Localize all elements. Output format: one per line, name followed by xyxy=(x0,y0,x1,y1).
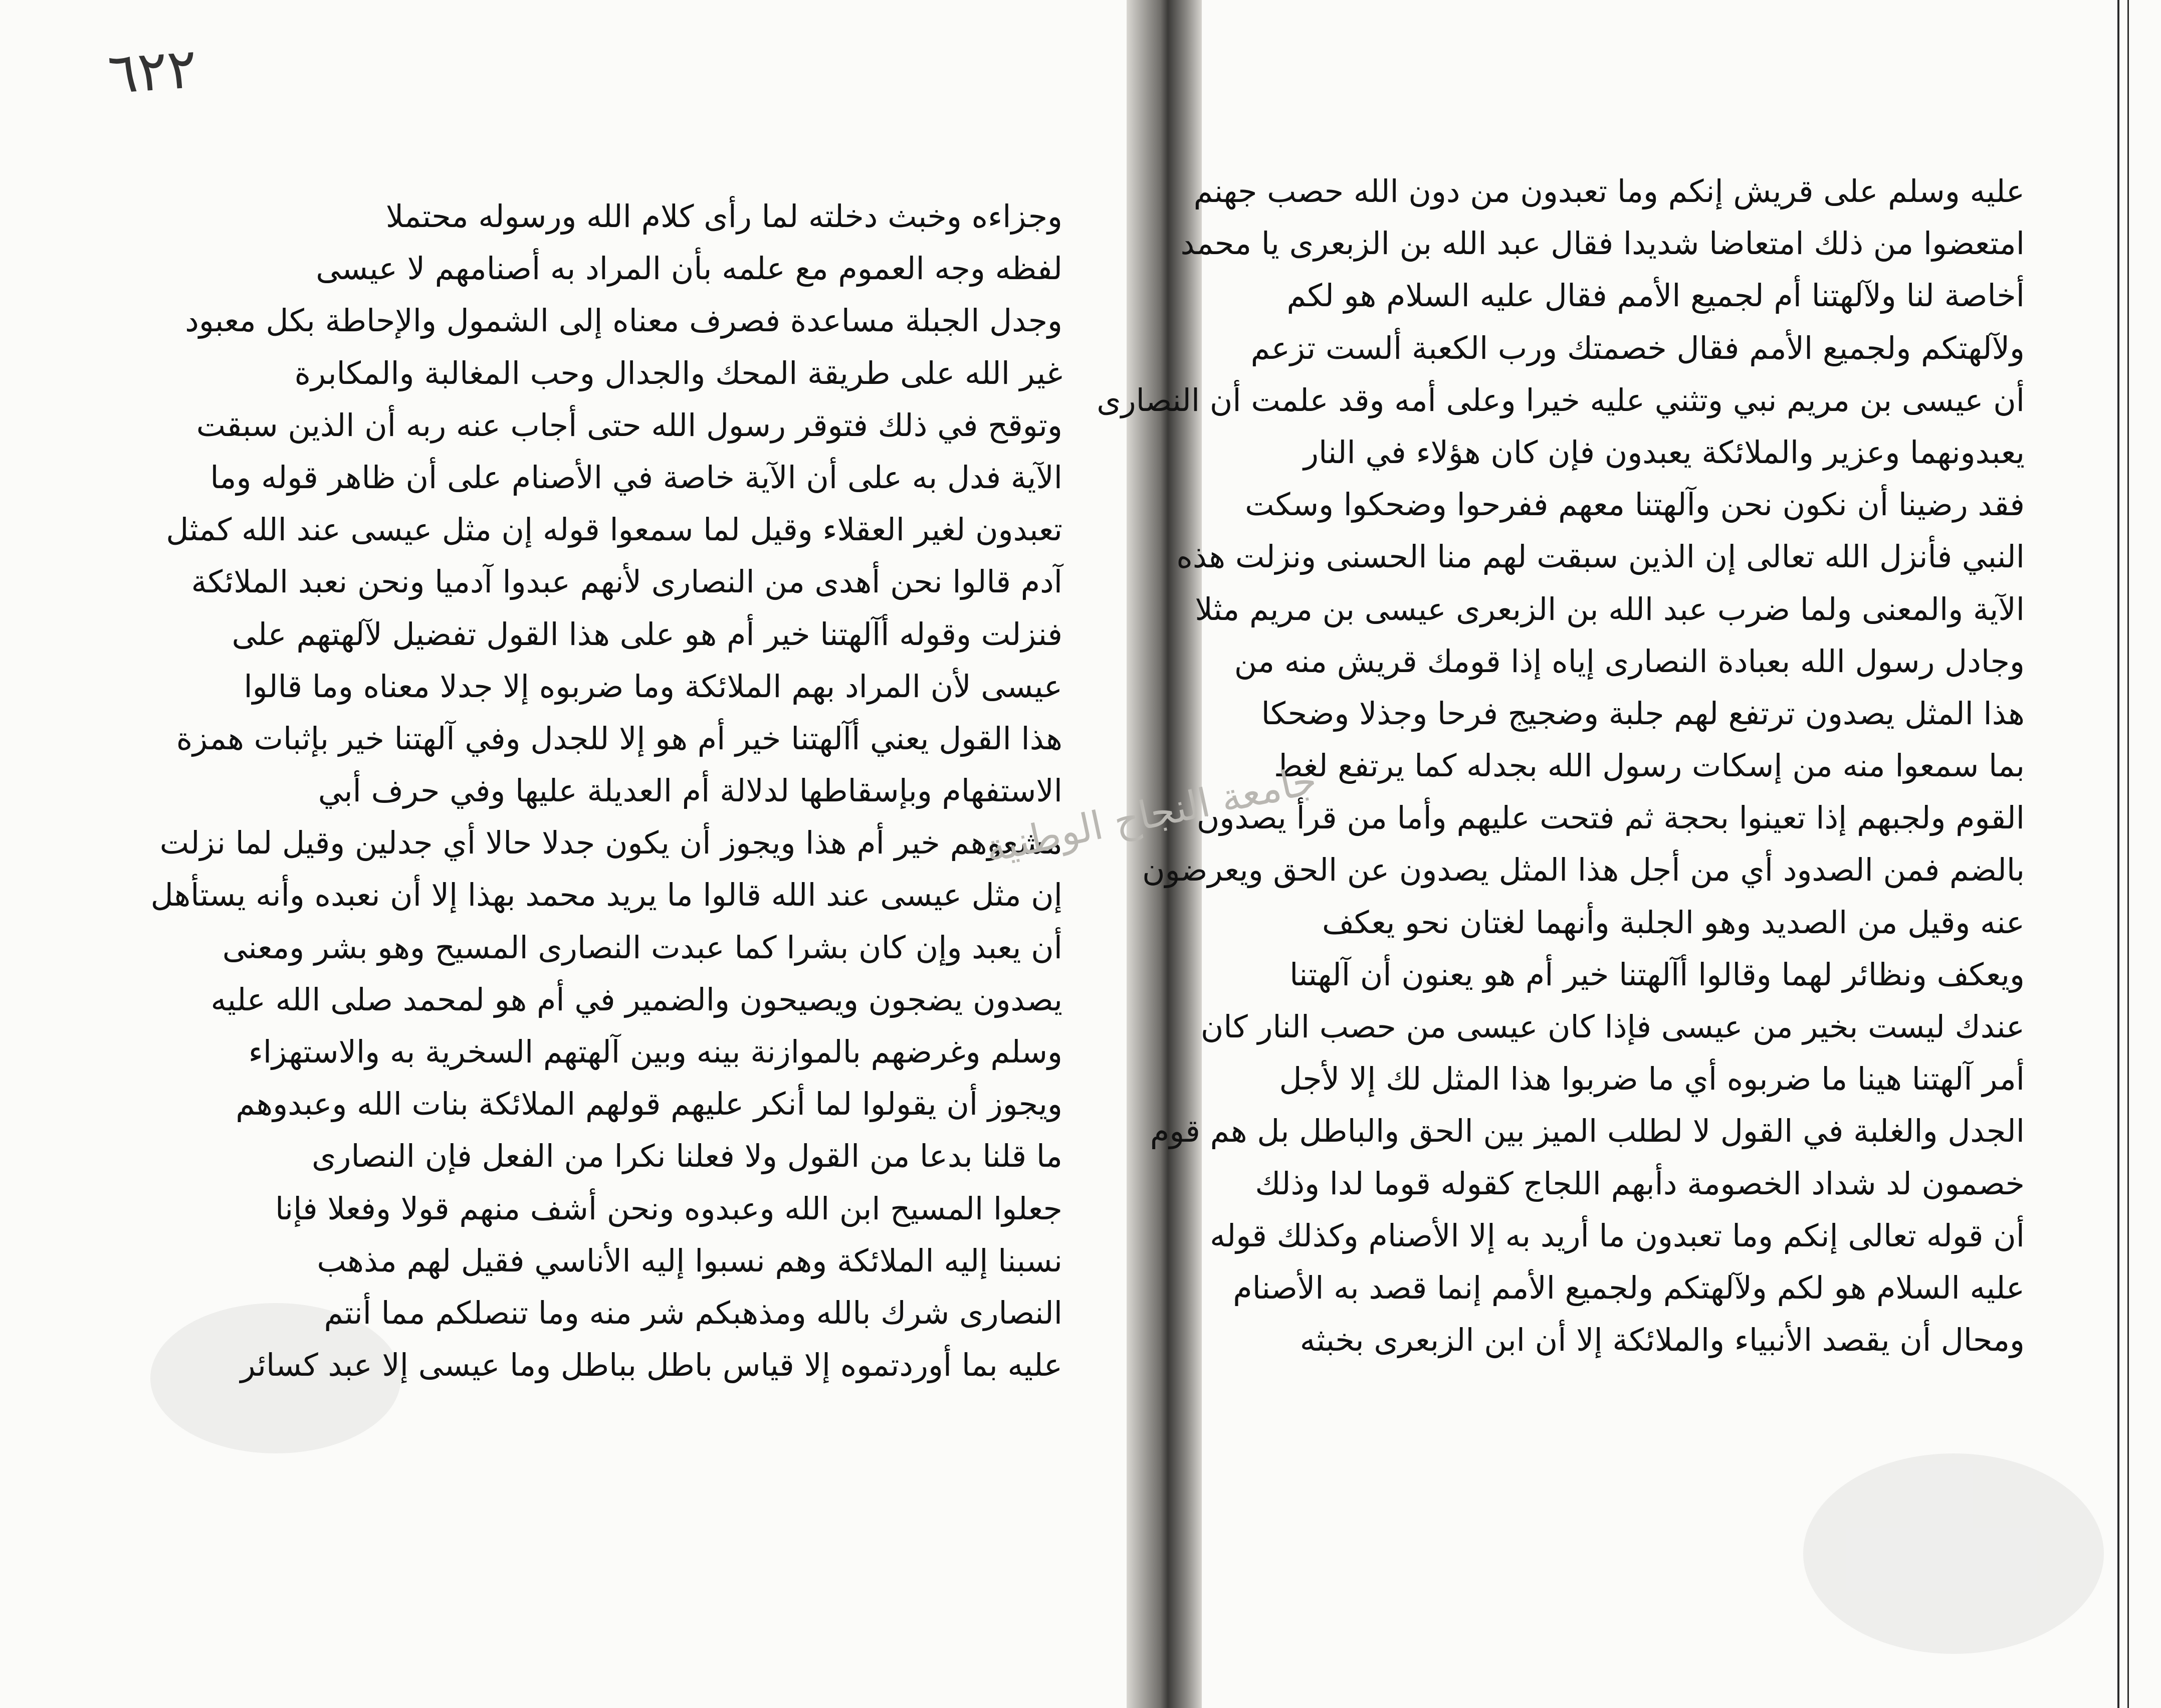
text-line: ما قلنا بدعا من القول ولا فعلنا نكرا من الفعل فإن النصارى xyxy=(312,1138,1062,1175)
text-line: الآية والمعنى ولما ضرب عبد الله بن الزبعرى عيسى بن مريم مثلا xyxy=(1195,590,2025,627)
text-line: القوم ولجبهم إذا تعينوا بحجة ثم فتحت عليهم وأما من قرأ يصدون xyxy=(1196,799,2025,836)
text-line: ويجوز أن يقولوا لما أنكر عليهم قولهم الملائكة بنات الله وعبدوهم xyxy=(236,1086,1062,1123)
text-line: بالضم فمن الصدود أي من أجل هذا المثل يصدون عن الحق ويعرضون xyxy=(1142,851,2025,889)
text-line: النبي فأنزل الله تعالى إن الذين سبقت لهم منا الحسنى ونزلت هذه xyxy=(1176,538,2025,575)
text-line: إن مثل عيسى عند الله قالوا ما يريد محمد بهذا إلا أن نعبده وأنه يستأهل xyxy=(150,877,1062,914)
text-line: يعبدونهما وعزير والملائكة يعبدون فإن كان هؤلاء في النار xyxy=(1304,434,2025,471)
text-line: الآية فدل به على أن الآية خاصة في الأصنام على أن ظاهر قوله وما xyxy=(210,459,1062,496)
text-line: فقد رضينا أن نكون نحن وآلهتنا معهم ففرحوا وضحكوا وسكت xyxy=(1245,486,2025,523)
text-line: أن قوله تعالى إنكم وما تعبدون ما أريد به إلا الأصنام وكذلك قوله xyxy=(1210,1217,2025,1254)
text-line: وسلم وغرضهم بالموازنة بينه وبين آلهتهم السخرية به والاستهزاء xyxy=(248,1033,1062,1070)
text-line: عيسى لأن المراد بهم الملائكة وما ضربوه إلا جدلا معناه وما قالوا xyxy=(244,668,1062,705)
library-watermark: جامعة النجاح الوطنية xyxy=(981,757,1321,872)
text-line: لفظه وجه العموم مع علمه بأن المراد به أصنامهم لا عيسى xyxy=(316,250,1062,287)
text-line: آدم قالوا نحن أهدى من النصارى لأنهم عبدوا آدميا ونحن نعبد الملائكة xyxy=(191,563,1062,600)
text-line: النصارى شرك بالله ومذهبكم شر منه وما تنصلكم مما أنتم xyxy=(324,1294,1062,1331)
text-line: ويعكف ونظائر لهما وقالوا أآلهتنا خير أم هو يعنون أن آلهتنا xyxy=(1289,956,2025,993)
text-line: عندك ليست بخير من عيسى فإذا كان عيسى من حصب النار كان xyxy=(1200,1008,2025,1045)
text-line: وجدل الجبلة مساعدة فصرف معناه إلى الشمول والإحاطة بكل معبود xyxy=(185,302,1062,339)
text-line: هذا المثل يصدون ترتفع لهم جلبة وضجيج فرحا وجذلا وضحكا xyxy=(1261,695,2025,732)
text-line: نسبنا إليه الملائكة وهم نسبوا إليه الأناسي فقيل لهم مذهب xyxy=(317,1242,1062,1279)
text-line: خصمون لد شداد الخصومة دأبهم اللجاج كقوله قوما لدا وذلك xyxy=(1255,1165,2025,1202)
page-edge-line xyxy=(2127,0,2129,1708)
paper-stain xyxy=(1803,1453,2104,1654)
text-line: أن يعبد وإن كان بشرا كما عبدت النصارى المسيح وهو بشر ومعنى xyxy=(222,929,1062,966)
text-line: تعبدون لغير العقلاء وقيل لما سمعوا قوله إن مثل عيسى عند الله كمثل xyxy=(166,511,1062,548)
text-line: وجادل رسول الله بعبادة النصارى إياه إذا قومك قريش منه من xyxy=(1234,643,2025,680)
text-line: عليه وسلم على قريش إنكم وما تعبدون من دون الله حصب جهنم xyxy=(1193,173,2025,209)
text-line: ولآلهتكم ولجميع الأمم فقال خصمتك ورب الكعبة ألست تزعم xyxy=(1250,329,2025,366)
text-line: الجدل والغلبة في القول لا لطلب الميز بين الحق والباطل بل هم قوم xyxy=(1150,1113,2025,1150)
page-edge-line xyxy=(2117,0,2119,1708)
text-line: بما سمعوا منه من إسكات رسول الله بجدله كما يرتفع لغط xyxy=(1273,747,2025,784)
text-line: جعلوا المسيح ابن الله وعبدوه ونحن أشف منهم قولا وفعلا فإنا xyxy=(275,1190,1062,1227)
text-line: الاستفهام وبإسقاطها لدلالة أم العديلة عليها وفي حرف أبي xyxy=(318,772,1062,809)
text-line: هذا القول يعني أآلهتنا خير أم هو إلا للجدل وفي آلهتنا خير بإثبات همزة xyxy=(176,720,1062,757)
text-line: وتوقح في ذلك فتوقر رسول الله حتى أجاب عنه ربه أن الذين سبقت xyxy=(196,406,1062,444)
text-line: مشعوهم خير أم هذا ويجوز أن يكون جدلا حالا أي جدلين وقيل لما نزلت xyxy=(159,824,1062,862)
folio-number: ٦٢٢ xyxy=(106,36,199,106)
text-line: وجزاءه وخبث دخلته لما رأى كلام الله ورسوله محتملا xyxy=(385,198,1062,235)
text-line: أن عيسى بن مريم نبي وتثني عليه خيرا وعلى أمه وقد علمت أن النصارى xyxy=(1097,381,2025,418)
text-line: غير الله على طريقة المحك والجدال وحب المغالبة والمكابرة xyxy=(294,354,1062,391)
text-line: عليه السلام هو لكم ولآلهتكم ولجميع الأمم إنما قصد به الأصنام xyxy=(1233,1269,2025,1306)
text-line: يصدون يضجون ويصيحون والضمير في أم هو لمحمد صلى الله عليه xyxy=(210,981,1062,1018)
text-line: عنه وقيل من الصديد وهو الجلبة وأنهما لغتان نحو يعكف xyxy=(1322,904,2025,941)
text-line: أخاصة لنا ولآلهتنا أم لجميع الأمم فقال عليه السلام هو لكم xyxy=(1286,277,2025,314)
text-line: عليه بما أوردتموه إلا قياس باطل بباطل وما عيسى إلا عبد كسائر xyxy=(240,1347,1062,1384)
text-line: ومحال أن يقصد الأنبياء والملائكة إلا أن ابن الزبعرى بخبثه xyxy=(1300,1322,2025,1359)
text-line: أمر آلهتنا هينا ما ضربوه أي ما ضربوا هذا المثل لك إلا لأجل xyxy=(1279,1060,2025,1098)
left-page-text xyxy=(150,190,1062,1391)
text-line: امتعضوا من ذلك امتعاضا شديدا فقال عبد الله بن الزبعرى يا محمد xyxy=(1180,225,2025,262)
text-line: فنزلت وقوله أآلهتنا خير أم هو على هذا القول تفضيل لآلهتهم على xyxy=(232,615,1062,653)
